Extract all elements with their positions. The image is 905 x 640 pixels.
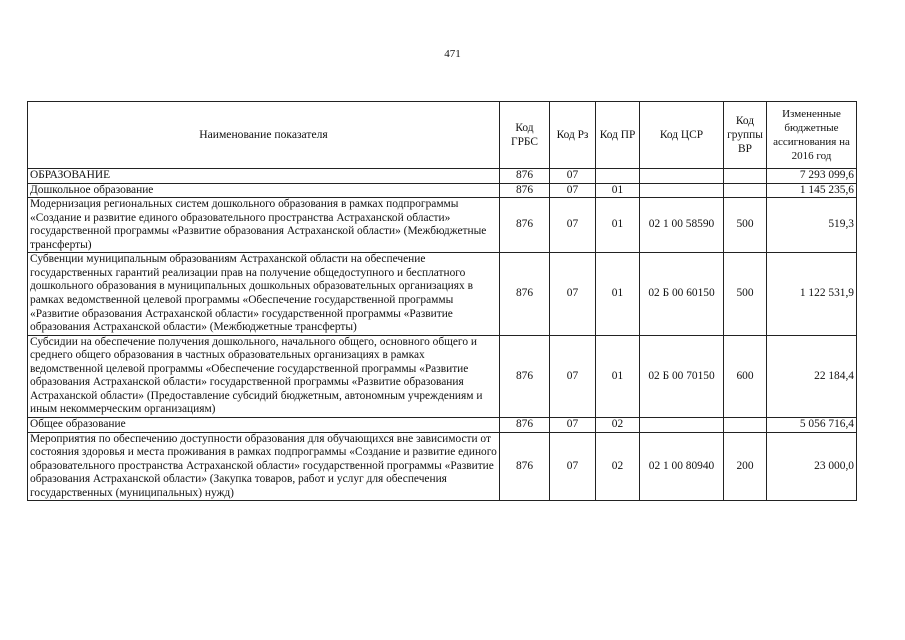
header-pr: Код ПР [596, 102, 640, 169]
budget-table [27, 101, 857, 501]
row-amount: 7 293 099,6 [767, 169, 857, 184]
row-vr: 500 [724, 253, 767, 335]
row-grbs: 876 [500, 198, 550, 253]
row-name: Общее образование [28, 417, 500, 432]
row-csr [640, 183, 724, 198]
row-vr [724, 169, 767, 184]
row-vr [724, 417, 767, 432]
row-rz: 07 [550, 417, 596, 432]
header-grbs: Код ГРБС [500, 102, 550, 169]
row-name: Субвенции муниципальным образованиям Астраханской области на обеспечение государственных гарантий реализации прав на получение общедоступного и бесплатного дошкольного образования в муниципальных дошкольных образовательных организациях в рамках ведомственной целевой программы «Обеспечение государственной программы «Развитие образования Астраханской области» государственной программы «Развитие образования Астраханской области» (Межбюджетные трансферты) [28, 253, 500, 335]
table-row [28, 253, 857, 335]
row-amount: 23 000,0 [767, 432, 857, 501]
row-csr: 02 1 00 80940 [640, 432, 724, 501]
row-amount: 22 184,4 [767, 335, 857, 417]
row-name: Модернизация региональных систем дошкольного образования в рамках подпрограммы «Создание и развитие единого образовательного пространства Астраханской области» государственной программы «Развитие образования Астраханской области» (Межбюджетные трансферты) [28, 198, 500, 253]
row-pr [596, 169, 640, 184]
header-name: Наименование показателя [28, 102, 500, 169]
row-name: ОБРАЗОВАНИЕ [28, 169, 500, 184]
row-rz: 07 [550, 169, 596, 184]
row-csr: 02 1 00 58590 [640, 198, 724, 253]
row-grbs: 876 [500, 169, 550, 184]
row-pr: 01 [596, 253, 640, 335]
row-csr [640, 417, 724, 432]
row-name: Дошкольное образование [28, 183, 500, 198]
row-pr: 01 [596, 183, 640, 198]
row-pr: 01 [596, 198, 640, 253]
header-csr: Код ЦСР [640, 102, 724, 169]
row-name: Субсидии на обеспечение получения дошкольного, начального общего, основного общего и среднего общего образования в частных образовательных организациях в рамках ведомственной целевой программы «Обеспечение государственной программы «Развитие образования Астраханской области» государственной программы «Развитие образования Астраханской области» (Предоставление субсидий бюджетным, автономным учреждениям и иным некоммерческим организациям) [28, 335, 500, 417]
row-csr: 02 Б 00 70150 [640, 335, 724, 417]
row-vr: 500 [724, 198, 767, 253]
table-row [28, 169, 857, 184]
row-grbs: 876 [500, 183, 550, 198]
row-grbs: 876 [500, 253, 550, 335]
row-amount: 5 056 716,4 [767, 417, 857, 432]
table-row [28, 432, 857, 501]
header-amount: Измененные бюджетные ассигнования на 2016 год [767, 102, 857, 169]
row-vr: 200 [724, 432, 767, 501]
row-rz: 07 [550, 335, 596, 417]
row-grbs: 876 [500, 335, 550, 417]
row-grbs: 876 [500, 432, 550, 501]
table-header-row [28, 102, 857, 169]
row-vr: 600 [724, 335, 767, 417]
page-number: 471 [444, 48, 461, 60]
row-rz: 07 [550, 253, 596, 335]
row-pr: 02 [596, 432, 640, 501]
table-row [28, 198, 857, 253]
header-vr: Код группы ВР [724, 102, 767, 169]
row-amount: 1 122 531,9 [767, 253, 857, 335]
row-name: Мероприятия по обеспечению доступности образования для обучающихся вне зависимости от состояния здоровья и места проживания в рамках подпрограммы «Создание и развитие единого образовательного пространства Астраханской области» государственной программы «Развитие образования Астраханской области» (Закупка товаров, работ и услуг для обеспечения государственных (муниципальных) нужд) [28, 432, 500, 501]
table-row [28, 183, 857, 198]
header-rz: Код Рз [550, 102, 596, 169]
row-rz: 07 [550, 198, 596, 253]
row-grbs: 876 [500, 417, 550, 432]
row-rz: 07 [550, 183, 596, 198]
row-pr: 01 [596, 335, 640, 417]
table-row [28, 417, 857, 432]
row-rz: 07 [550, 432, 596, 501]
row-amount: 519,3 [767, 198, 857, 253]
row-csr: 02 Б 00 60150 [640, 253, 724, 335]
row-csr [640, 169, 724, 184]
table-row [28, 335, 857, 417]
row-vr [724, 183, 767, 198]
row-pr: 02 [596, 417, 640, 432]
row-amount: 1 145 235,6 [767, 183, 857, 198]
